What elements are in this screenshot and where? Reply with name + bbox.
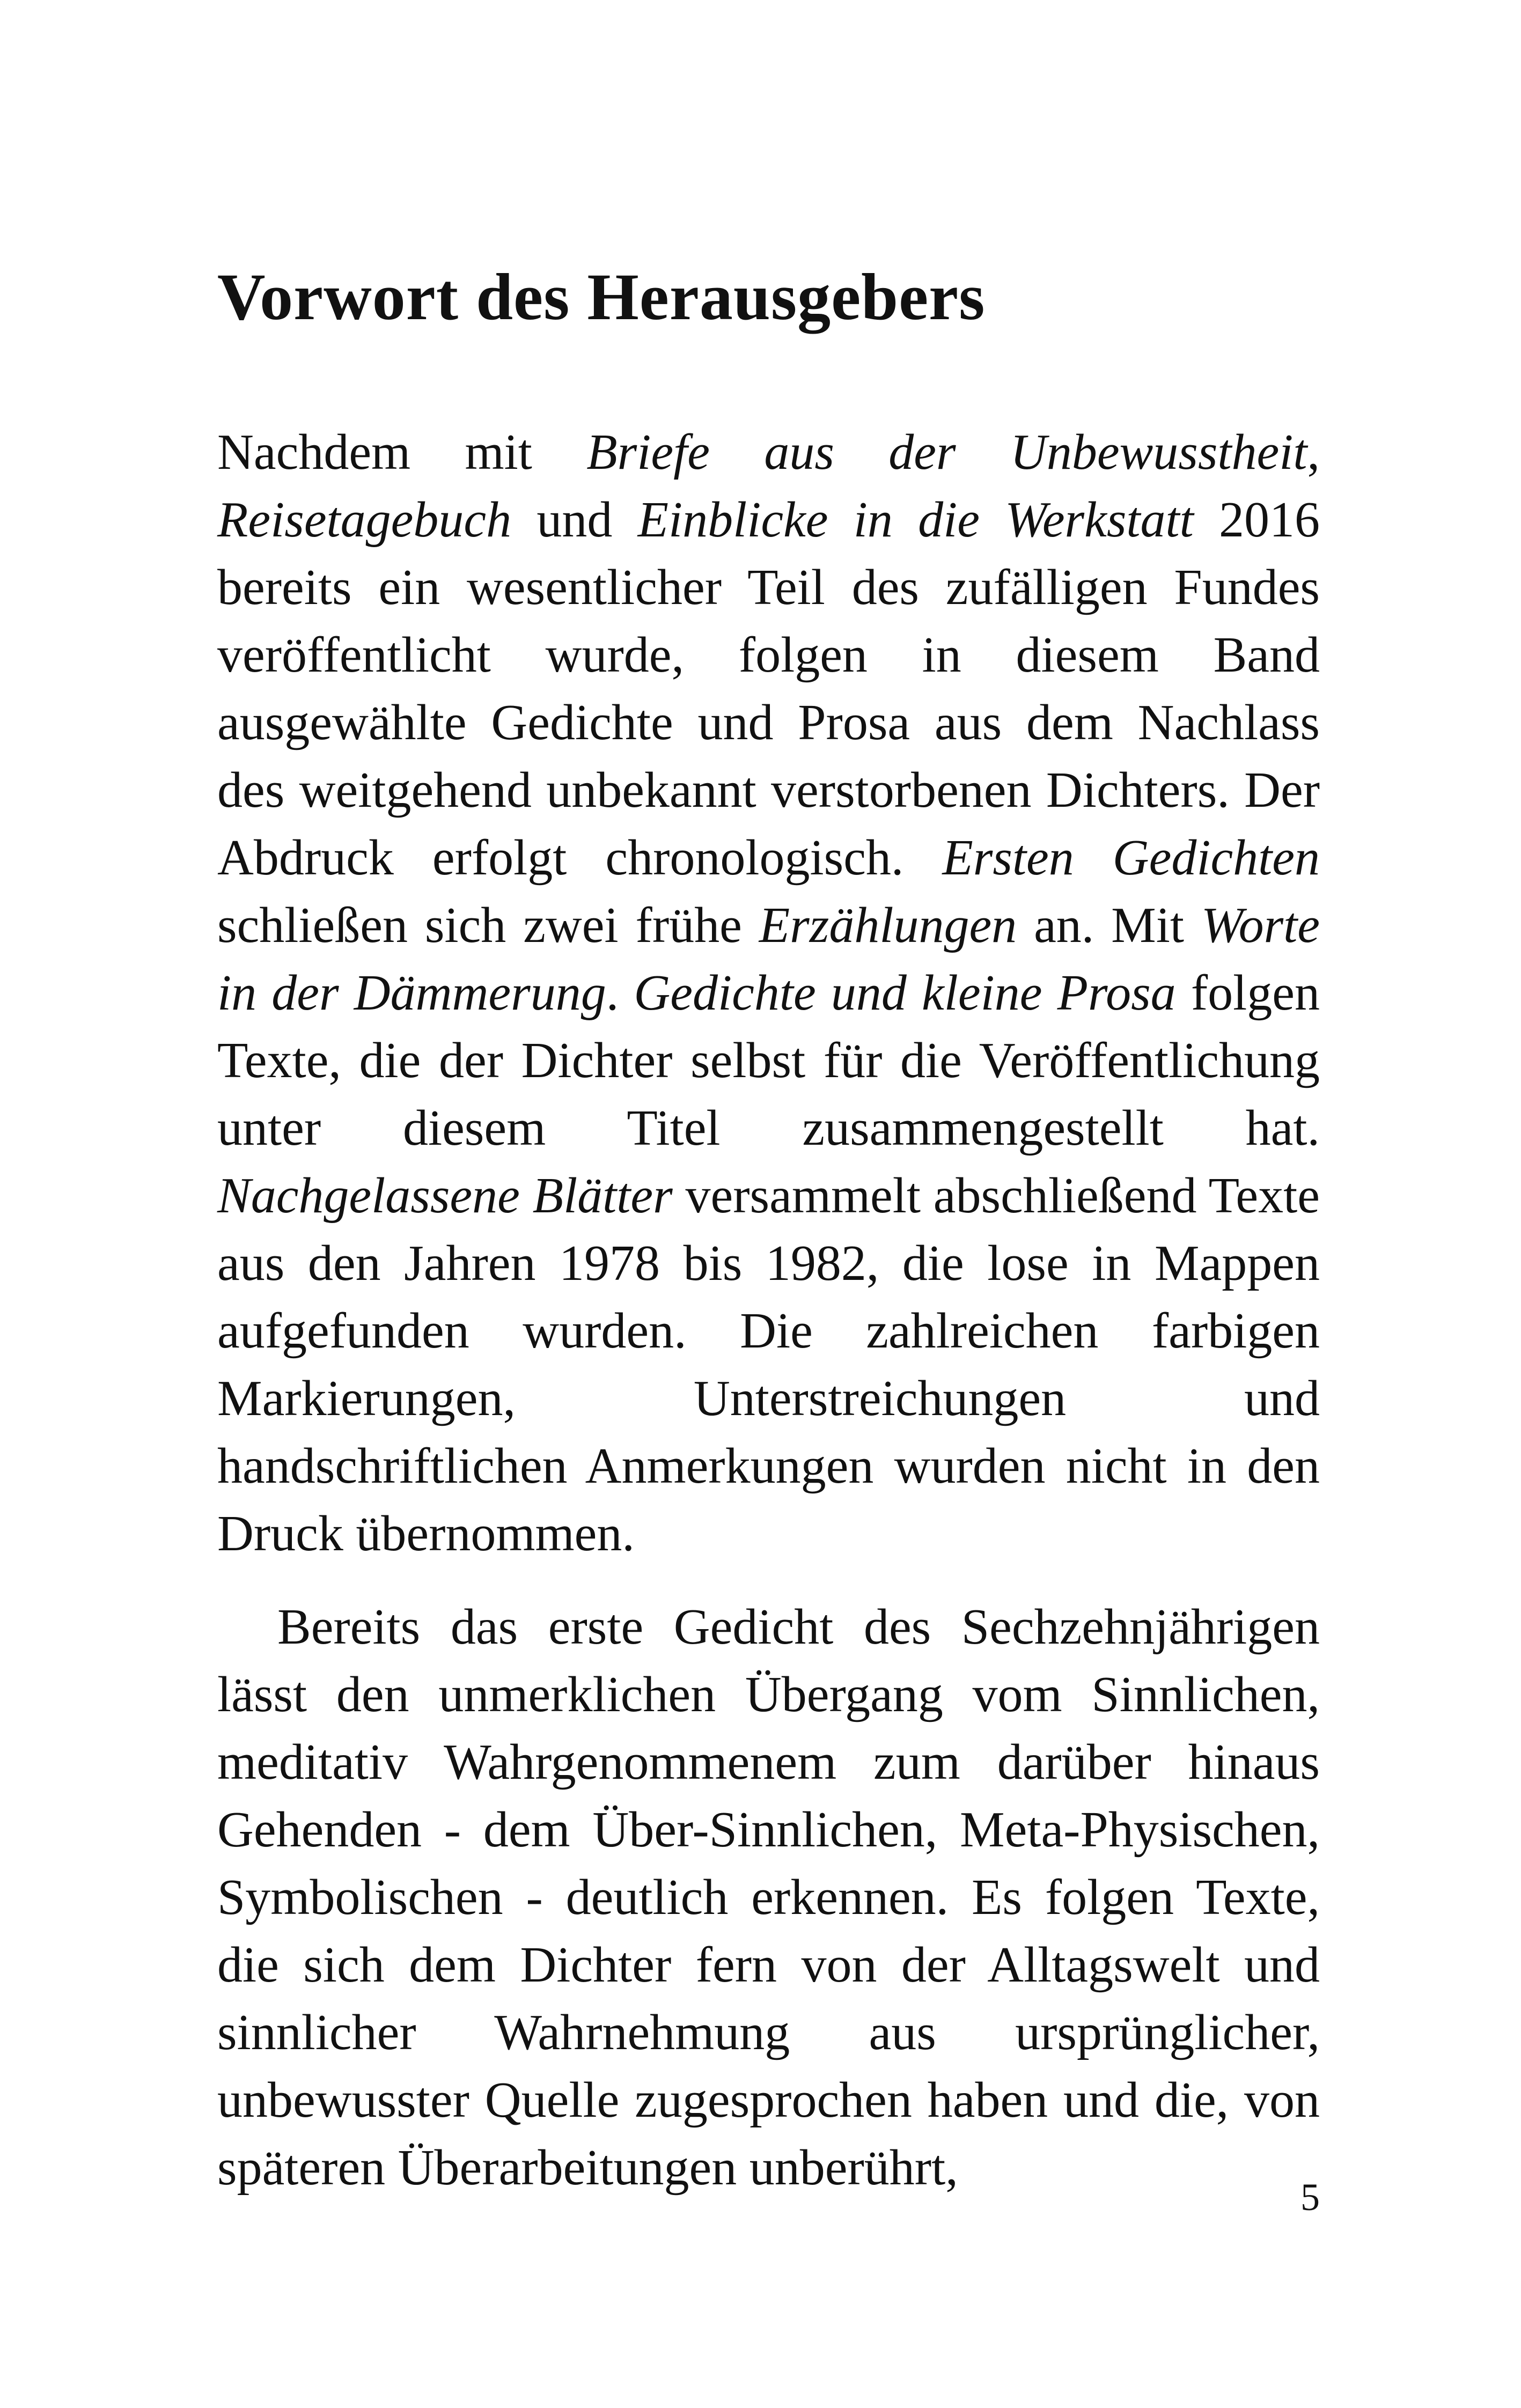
text-run: und [511, 492, 638, 548]
text-run: folgen Texte, die der Dichter selbst für die Veröffentlichung unter diesem Titel zusammengestellt hat. [217, 965, 1320, 1156]
section-title-worte-in-der-daemmerung: Worte in der Dämmerung [217, 897, 1320, 1021]
paragraph-intro [217, 418, 1320, 1567]
text-run: , [1307, 424, 1320, 480]
text-run: schließen sich zwei frühe [217, 897, 759, 953]
book-title-reisetagebuch: Reisetagebuch [217, 492, 512, 548]
chapter-heading: Vorwort des Herausgebers [217, 260, 986, 334]
section-title-nachgelassene-blaetter: Nachgelassene Blätter [217, 1168, 673, 1224]
text-run: versammelt abschließend Texte aus den Jahren 1978 bis 1982, die lose in Mappen aufgefunden wurden. Die zahlreichen farbigen Markierungen, Unterstreichungen und handschriftlichen Anmerkungen wurden nicht in den Druck übernommen. [217, 1168, 1320, 1562]
text-run: an. Mit [1017, 897, 1201, 953]
text-run: 2016 bereits ein wesentlicher Teil des zufälligen Fundes veröffentlicht wurde, folgen in diesem Band ausgewählte Gedichte und Prosa aus dem Nachlass des weitgehend unbekannt verstorbenen Dichters. Der Abdruck erfolgt chronologisch. [217, 492, 1320, 886]
page-number: 5 [1300, 2176, 1320, 2219]
text-run: . [606, 965, 634, 1021]
book-title-briefe: Briefe aus der Unbewusstheit [586, 424, 1307, 480]
paragraph-second: Bereits das erste Gedicht des Sechzehnjährigen lässt den unmerklichen Übergang vom Sinnlichen, meditativ Wahrgenommenem zum darüber hinaus Gehenden - dem Über-Sinnlichen, Meta-Physischen, Symbolischen - deutlich erkennen. Es folgen Texte, die sich dem Dichter fern von der Alltagswelt und sinnlicher Wahrnehmung aus ursprünglicher, unbewusster Quelle zugesprochen haben und die, von späteren Überarbeitungen unberührt, [217, 1599, 1320, 2196]
text-run: Nachdem mit [217, 424, 587, 480]
section-subtitle-gedichte-und-prosa: Gedichte und kleine Prosa [634, 965, 1176, 1021]
section-title-erste-gedichte: Ersten Gedichten [942, 830, 1320, 886]
body-text [217, 418, 1320, 2201]
book-title-einblicke: Einblicke in die Werkstatt [637, 492, 1194, 548]
section-title-erzaehlungen: Erzählungen [759, 897, 1017, 953]
